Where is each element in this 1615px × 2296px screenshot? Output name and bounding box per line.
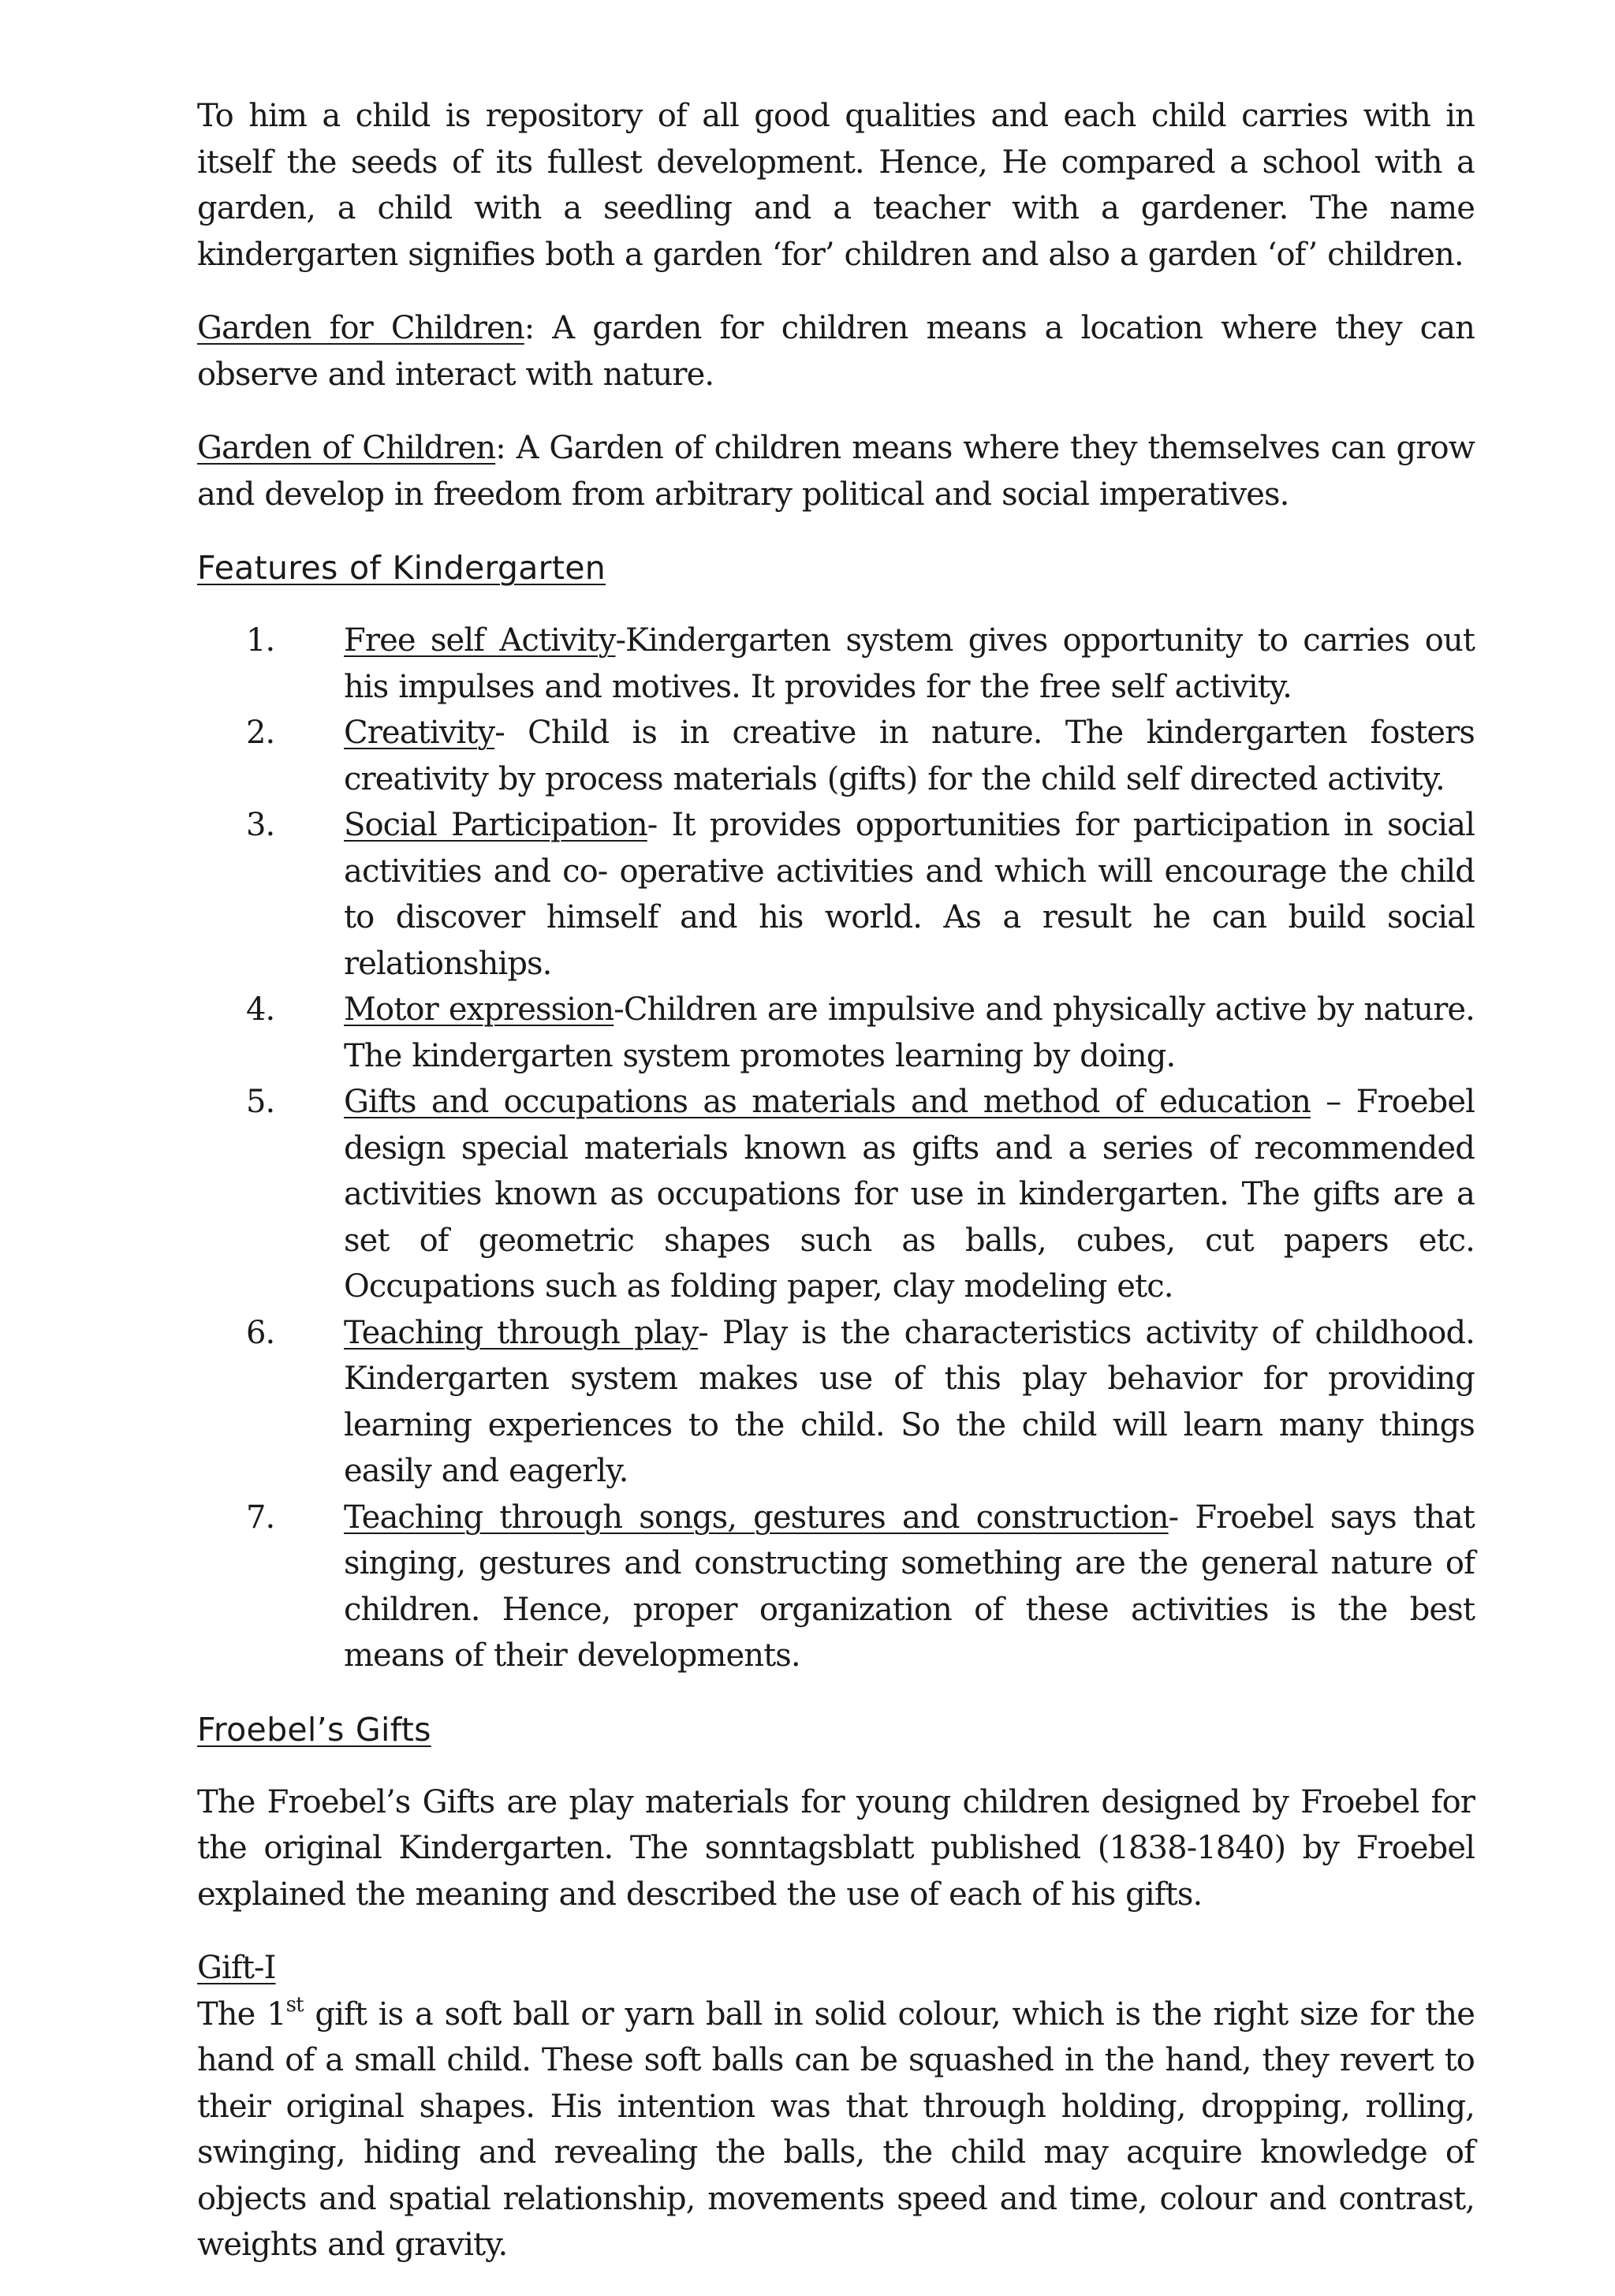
- item-text: - Froebel says that singing, gestures and constructing something are the general nature of children. Hence, proper organization of these activities is the best means of their developments.: [344, 1499, 1475, 1674]
- item-number: 2.: [246, 715, 275, 751]
- item-number: 5.: [246, 1084, 275, 1120]
- item-term: Teaching through play: [344, 1314, 699, 1351]
- garden-for-children-paragraph: [197, 305, 1475, 398]
- gift-i-ordinal-suffix: st: [285, 1993, 304, 2018]
- gift-i-text-rest: gift is a soft ball or yarn ball in solid colour, which is the right size for the hand of a small child. These soft balls can be squashed in the hand, they revert to their original shapes. His intention was that through holding, dropping, rolling, swinging, hiding and revealing the balls, the child may acquire knowledge of objects and spatial relationship, movements speed and time, colour and contrast, weights and gravity.: [197, 1995, 1475, 2263]
- item-text: - It provides opportunities for participation in social activities and co- operative activities and which will encourage the child to discover himself and his world. As a result he can build social relationships.: [344, 807, 1475, 982]
- item-text: – Froebel design special materials known as gifts and a series of recommended activities known as occupations for use in kindergarten. The gifts are a set of geometric shapes such as balls, cubes, cut papers etc. Occupations such as folding paper, clay modeling etc.: [344, 1084, 1475, 1305]
- list-item: [197, 1079, 1475, 1310]
- list-item: [197, 1495, 1475, 1679]
- item-term: Free self Activity: [344, 622, 616, 659]
- item-term: Social Participation: [344, 807, 647, 843]
- features-list: [197, 618, 1475, 1679]
- item-text: - Child is in creative in nature. The kindergarten fosters creativity by process materials (gifts) for the child self directed activity.: [344, 715, 1475, 797]
- gift-i-heading: [197, 1945, 1475, 1992]
- garden-of-children-paragraph: [197, 425, 1475, 517]
- list-item: [197, 1310, 1475, 1495]
- froebels-gifts-heading: [197, 1707, 1475, 1753]
- froebels-gifts-heading-text: Froebel’s Gifts: [197, 1710, 431, 1749]
- item-term: Motor expression: [344, 991, 614, 1028]
- item-term: Teaching through songs, gestures and construction: [344, 1499, 1169, 1536]
- document-page: [197, 93, 1475, 2296]
- gift-i-paragraph: [197, 1992, 1475, 2268]
- item-number: 4.: [246, 991, 275, 1028]
- list-item: [197, 987, 1475, 1079]
- garden-of-children-term: Garden of Children: [197, 430, 496, 466]
- list-item: [197, 618, 1475, 710]
- garden-of-children-text: : A Garden of children means where they themselves can grow and develop in freedom from arbitrary political and social imperatives.: [197, 430, 1475, 513]
- item-term: Gifts and occupations as materials and method of education: [344, 1084, 1311, 1120]
- garden-for-children-text: : A garden for children means a location where they can observe and interact with nature.: [197, 310, 1475, 393]
- item-text: -Children are impulsive and physically active by nature. The kindergarten system promotes learning by doing.: [344, 991, 1475, 1074]
- item-number: 6.: [246, 1314, 275, 1351]
- features-heading-text: Features of Kindergarten: [197, 549, 606, 587]
- item-text: - Play is the characteristics activity of childhood. Kindergarten system makes use of this play behavior for providing learning experiences to the child. So the child will learn many things easily and eagerly.: [344, 1314, 1475, 1489]
- item-text: -Kindergarten system gives opportunity to carries out his impulses and motives. It provides for the free self activity.: [344, 622, 1475, 705]
- gift-i-text-start: The 1: [197, 1995, 286, 2033]
- list-item: [197, 802, 1475, 987]
- item-number: 7.: [246, 1499, 275, 1536]
- intro-paragraph: To him a child is repository of all good qualities and each child carries with in itself the seeds of its fullest development. Hence, He compared a school with a garden, a child with a seedling and a teacher with a gardener. The name kindergarten signifies both a garden ‘for’ children and also a garden ‘of’ children.: [197, 98, 1475, 273]
- item-number: 3.: [246, 807, 275, 843]
- list-item: [197, 710, 1475, 802]
- garden-for-children-term: Garden for Children: [197, 310, 524, 346]
- gifts-paragraph: The Froebel’s Gifts are play materials for young children designed by Froebel for the original Kindergarten. The sonntagsblatt published (1838-1840) by Froebel explained the meaning and described the use of each of his gifts.: [197, 1783, 1475, 1913]
- item-number: 1.: [246, 622, 275, 659]
- features-heading: [197, 545, 1475, 591]
- item-term: Creativity: [344, 715, 495, 751]
- gift-i-heading-text: Gift-I: [197, 1950, 276, 1986]
